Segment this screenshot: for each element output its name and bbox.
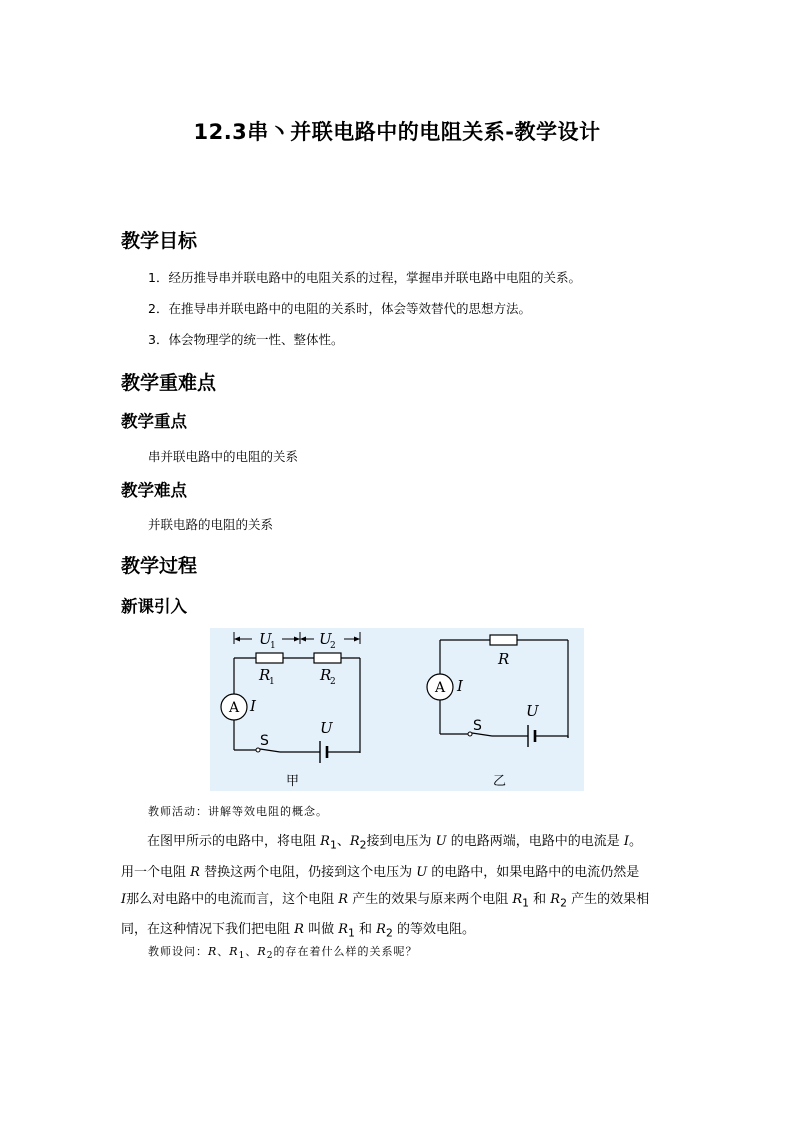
arrow-head bbox=[294, 637, 300, 642]
current-i-label: I bbox=[250, 697, 256, 715]
var-r2: R bbox=[550, 891, 561, 907]
var-r: R bbox=[294, 922, 304, 938]
source-u-label: U bbox=[320, 719, 333, 737]
heading-intro: 新课引入 bbox=[121, 597, 187, 616]
text-run: 的电路中，如果电路中的电流仍然是 bbox=[427, 864, 640, 880]
var-r: R bbox=[338, 891, 349, 907]
var-r: R bbox=[208, 945, 218, 958]
text-run: 那么对电路中的电流而言，这个电阻 bbox=[126, 891, 339, 907]
text-run: 用一个电阻 bbox=[121, 864, 191, 880]
voltage-u2-label: U bbox=[319, 630, 332, 648]
intro-paragraph bbox=[121, 828, 681, 947]
text-run: 的等效电阻。 bbox=[392, 922, 475, 938]
subscript: 2 bbox=[385, 926, 393, 940]
var-r2: R bbox=[349, 834, 360, 849]
resistor-r bbox=[490, 635, 517, 645]
text-run: 、 bbox=[245, 945, 258, 958]
var-i: I bbox=[121, 891, 127, 907]
var-u: U bbox=[416, 864, 428, 880]
text-run: 叫做 bbox=[303, 922, 339, 938]
switch-blade bbox=[260, 749, 280, 752]
switch-s-label: S bbox=[473, 718, 482, 734]
subscript: 1 bbox=[329, 838, 337, 852]
objective-item-1: 1．经历推导串并联电路中的电阻关系的过程，掌握串并联电路中电阻的关系。 bbox=[148, 270, 581, 285]
subscript: 1 bbox=[238, 950, 246, 962]
caption-yi: 乙 bbox=[493, 774, 507, 789]
heading-key-difficult: 教学重难点 bbox=[121, 372, 217, 394]
resistor-r2-label: R bbox=[320, 666, 332, 684]
objective-item-2: 2．在推导串并联电路中的电阻的关系时，体会等效替代的思想方法。 bbox=[148, 301, 531, 316]
var-u: U bbox=[435, 834, 447, 849]
text-run: 、 bbox=[336, 834, 350, 849]
text-run: 和 bbox=[354, 922, 377, 938]
ammeter-a-label: A bbox=[229, 700, 240, 716]
voltage-u1-subscript: 1 bbox=[270, 641, 276, 651]
subscript: 2 bbox=[359, 838, 367, 852]
text-run: 产生的效果相 bbox=[566, 891, 650, 907]
var-r1: R bbox=[229, 945, 239, 958]
heading-difficult-point: 教学难点 bbox=[121, 481, 187, 500]
subscript: 2 bbox=[266, 950, 274, 962]
text-run: 和 bbox=[529, 891, 551, 907]
text-run: 替换这两个电阻，仍接到这个电压为 bbox=[199, 864, 417, 880]
voltage-u2-subscript: 2 bbox=[330, 641, 336, 651]
heading-process: 教学过程 bbox=[121, 555, 198, 577]
teacher-question bbox=[148, 943, 418, 961]
text-run: 产生的效果与原来两个电阻 bbox=[348, 891, 513, 907]
var-i: I bbox=[623, 834, 630, 849]
text-run: 在图甲所示的电路中，将电阻 bbox=[147, 834, 321, 849]
heading-key-point: 教学重点 bbox=[121, 412, 187, 431]
key-point-text: 串并联电路中的电阻的关系 bbox=[148, 449, 299, 464]
current-i-label: I bbox=[457, 677, 463, 695]
resistor-r1-label: R bbox=[259, 666, 271, 684]
teacher-activity: 教师活动：讲解等效电阻的概念。 bbox=[148, 805, 328, 818]
var-r1: R bbox=[320, 834, 330, 849]
voltage-u1-label: U bbox=[259, 630, 272, 648]
text-run: 、 bbox=[217, 945, 230, 958]
resistor-r1-subscript: 1 bbox=[269, 677, 275, 687]
text-run: 的电路两端，电路中的电流是 bbox=[446, 834, 624, 849]
arrow-head bbox=[354, 637, 360, 642]
resistor-r2 bbox=[314, 653, 341, 663]
text-run: 。 bbox=[629, 834, 643, 849]
difficult-point-text: 并联电路的电阻的关系 bbox=[148, 517, 274, 532]
var-r1: R bbox=[338, 922, 348, 938]
text-run: 的存在着什么样的关系呢？ bbox=[273, 945, 418, 958]
text-run: 同，在这种情况下我们把电阻 bbox=[121, 922, 295, 938]
ammeter-a-label: A bbox=[435, 680, 446, 696]
resistor-r2-subscript: 2 bbox=[330, 677, 336, 687]
arrow-head bbox=[300, 637, 306, 642]
page-title: 12.3串丶并联电路中的电阻关系-教学设计 bbox=[193, 120, 601, 144]
resistor-r-label: R bbox=[498, 650, 510, 668]
source-u-label: U bbox=[526, 702, 539, 720]
circuit-figure bbox=[210, 628, 584, 791]
circuit-diagram bbox=[210, 628, 584, 791]
caption-jia: 甲 bbox=[286, 774, 300, 789]
var-r2: R bbox=[376, 922, 386, 938]
text-run: 接到电压为 bbox=[366, 834, 436, 849]
objective-item-3: 3．体会物理学的统一性、整体性。 bbox=[148, 332, 344, 347]
subscript: 2 bbox=[560, 896, 567, 910]
switch-s-label: S bbox=[260, 733, 269, 749]
subscript: 1 bbox=[348, 926, 355, 940]
subscript: 1 bbox=[522, 896, 530, 910]
var-r: R bbox=[190, 864, 200, 880]
var-r1: R bbox=[512, 891, 523, 907]
var-r2: R bbox=[257, 945, 267, 958]
switch-contact bbox=[468, 732, 472, 736]
resistor-r1 bbox=[256, 653, 283, 663]
arrow-head bbox=[234, 637, 240, 642]
heading-objectives: 教学目标 bbox=[121, 230, 198, 252]
text-run: 教师设问： bbox=[148, 945, 208, 958]
